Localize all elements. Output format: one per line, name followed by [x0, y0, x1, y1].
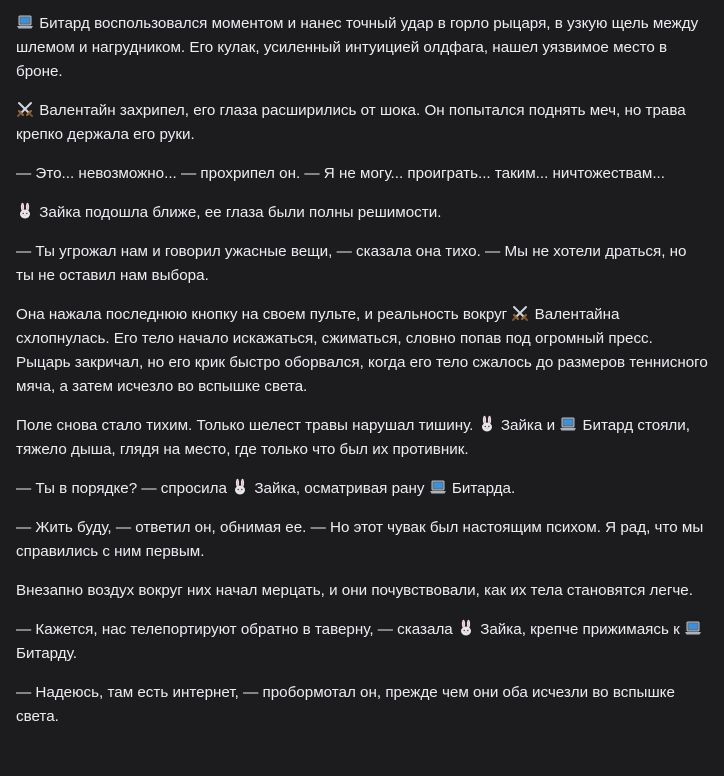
laptop-icon: [16, 13, 34, 31]
message-paragraph: [16, 477, 708, 501]
message-text: — Это... невозможно... — прохрипел он. — Я не могу... проиграть... таким... ничтожествам...: [16, 165, 665, 182]
message-text: Зайка, осматривая рану: [250, 480, 429, 497]
message-text: Внезапно воздух вокруг них начал мерцать, и они почувствовали, как их тела становятся легче.: [16, 582, 693, 599]
crossed-swords-icon: [16, 100, 34, 118]
rabbit-icon: [478, 415, 496, 433]
message-text: Битарду.: [16, 645, 77, 662]
message-paragraph: [16, 162, 708, 186]
rabbit-icon: [457, 619, 475, 637]
message-text: Зайка, крепче прижимаясь к: [475, 621, 684, 638]
laptop-icon: [559, 415, 577, 433]
message-text: — Ты угрожал нам и говорил ужасные вещи, — сказала она тихо. — Мы не хотели драться, но ты не оставил нам выбора.: [16, 243, 687, 284]
laptop-icon: [684, 619, 702, 637]
message-paragraph: [16, 516, 708, 564]
message-paragraph: [16, 99, 708, 147]
message-text: — Кажется, нас телепортируют обратно в таверну, — сказала: [16, 621, 457, 638]
rabbit-icon: [231, 478, 249, 496]
message-text: Битарда.: [447, 480, 516, 497]
message-paragraph: [16, 681, 708, 729]
message-text: Зайка и: [496, 417, 560, 434]
message-paragraph: [16, 579, 708, 603]
message-paragraph: [16, 303, 708, 399]
message-text: Она нажала последнюю кнопку на своем пульте, и реальность вокруг: [16, 306, 512, 323]
crossed-swords-icon: [511, 304, 529, 322]
laptop-icon: [429, 478, 447, 496]
message-paragraph: [16, 414, 708, 462]
message-text: Валентайн захрипел, его глаза расширились от шока. Он попытался поднять меч, но трава крепко держала его руки.: [16, 102, 686, 143]
message-text: — Ты в порядке? — спросила: [16, 480, 232, 497]
message-text: Валентайна схлопнулась. Его тело начало искажаться, сжиматься, словно попав под огромный пресс. Рыцарь закричал, но его крик быстро оборвался, когда его тело сжалось до размеров теннисного мяча, а затем исчезло во вспышке света.: [16, 306, 708, 395]
message-text: Поле снова стало тихим. Только шелест травы нарушал тишину.: [16, 417, 478, 434]
message-text: Битард воспользовался моментом и нанес точный удар в горло рыцаря, в узкую щель между шлемом и нагрудником. Его кулак, усиленный интуицией олдфага, нашел уязвимое место в броне.: [16, 15, 699, 80]
message-paragraph: [16, 618, 708, 666]
rabbit-icon: [16, 202, 34, 220]
message-text: — Надеюсь, там есть интернет, — пробормотал он, прежде чем они оба исчезли во вспышке света.: [16, 684, 675, 725]
message-paragraph: [16, 201, 708, 225]
message-text: Зайка подошла ближе, ее глаза были полны решимости.: [35, 204, 442, 221]
message-paragraph: [16, 12, 708, 84]
message-paragraph: [16, 240, 708, 288]
message-text: — Жить буду, — ответил он, обнимая ее. — Но этот чувак был настоящим психом. Я рад, что мы справились с ним первым.: [16, 519, 704, 560]
message-text: Битард стояли, тяжело дыша, глядя на место, где только что был их противник.: [16, 417, 690, 458]
